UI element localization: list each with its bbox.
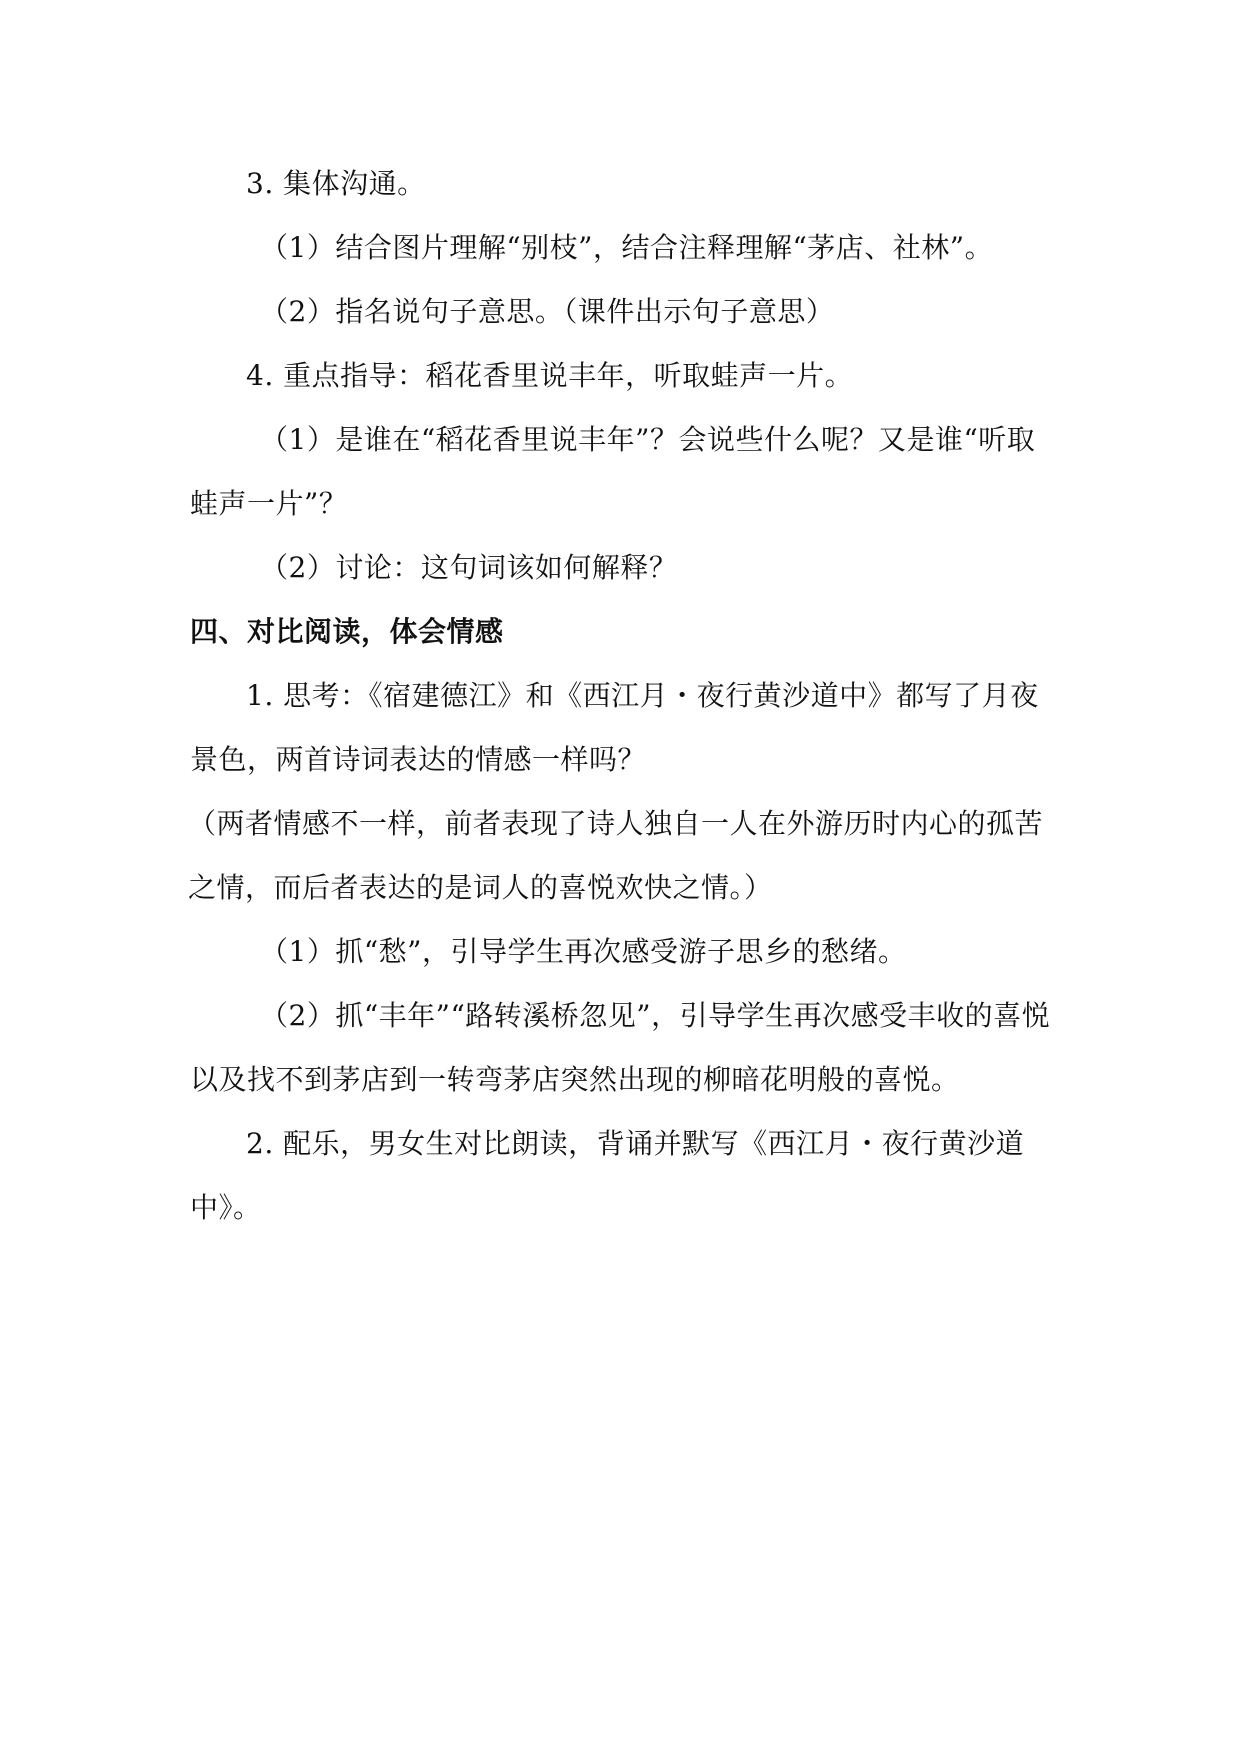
document-body: [190, 152, 1062, 1240]
step-3-collective-communication: 3. 集体沟通。: [246, 167, 426, 200]
section-4-item-2: （2）抓“丰年”“路转溪桥忽见”，引导学生再次感受丰收的喜悦以及找不到茅店到一转弯茅店突然出现的柳暗花明般的喜悦。: [190, 999, 1051, 1096]
step-3-item-2: （2）指名说句子意思。（课件出示句子意思）: [260, 295, 835, 328]
step-4-item-1: （1）是谁在“稻花香里说丰年”？会说些什么呢？又是谁“听取蛙声一片”？: [190, 423, 1036, 520]
section-4-step-1: 1. 思考：《宿建德江》和《西江月・夜行黄沙道中》都写了月夜景色，两首诗词表达的情感一样吗？: [190, 679, 1039, 776]
section-4-answer: （两者情感不一样，前者表现了诗人独自一人在外游历时内心的孤苦之情，而后者表达的是词人的喜悦欢快之情。）: [188, 807, 1044, 904]
step-3-item-1: （1）结合图片理解“别枝”，结合注释理解“茅店、社林”。: [260, 231, 994, 264]
section-4-item-1: （1）抓“愁”，引导学生再次感受游子思乡的愁绪。: [260, 935, 907, 968]
step-4-key-guidance: 4. 重点指导：稻花香里说丰年，听取蛙声一片。: [246, 359, 854, 392]
step-4-item-2: （2）讨论：这句词该如何解释？: [260, 551, 678, 584]
section-heading-4: 四、对比阅读，体会情感: [190, 615, 504, 648]
section-4-step-2: 2. 配乐，男女生对比朗读，背诵并默写《西江月・夜行黄沙道中》。: [190, 1127, 1025, 1224]
